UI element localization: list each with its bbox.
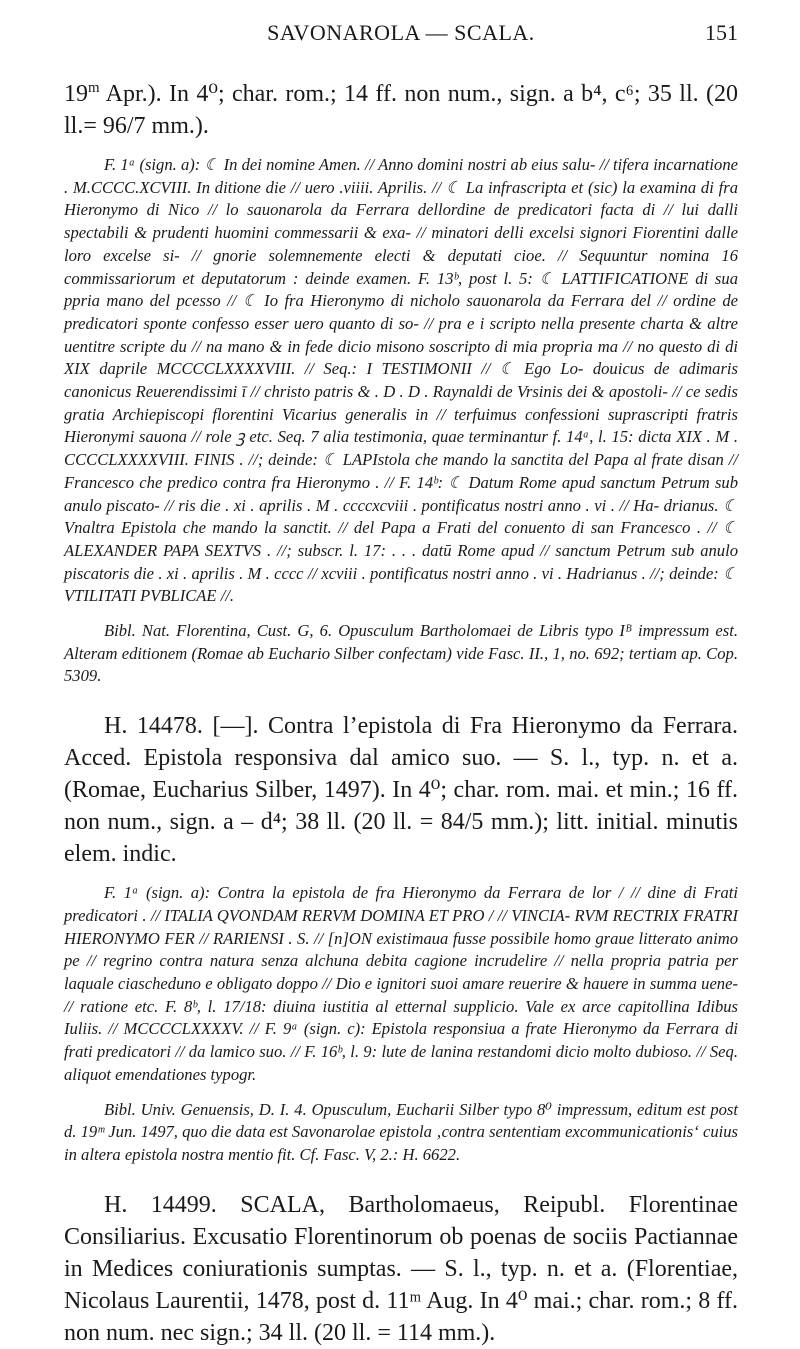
entry-continuation [64,78,738,142]
entry-continuation-date: 19 [64,81,88,107]
running-head [64,20,738,54]
collation-note-2: F. 1ᵃ (sign. a): Contra la epistola de fra Hieronymo da Ferrara de lor / // dine di Frati predicatori . // ITALIA QVONDAM RERVM DOMINA ET PRO / // VINCIA- RVM RECTRIX FRATRI HIERONYMO FER // RARIENSI . S. // [n]ON existimaua fusse possibile homo graue litterato animo pe // regrino contra natura senza alchuna debita cagione incrudelire // nella propria patria per laquale ciascheduno e obligato doppo // Dio e ignitori suoi amare reuerire & hauere in summa uene- // ratione etc. F. 8ᵇ, l. 17/18: diuina iustitia al etternal supplicio. Vale ex arce capitollina Idibus Iuliis. // MCCCCLXXXXV. // F. 9ᵃ (sign. c): Epistola responsiua a frate Hieronymo da Ferrara di frati predicatori // da lamico suo. // F. 16ᵇ, l. 9: lute de lanina restandomi dicio molto dubioso. // Seq. aliquot emendationes typogr. [64,883,738,1084]
page-number: 151 [705,20,738,45]
entry-h-14499: H. 14499. SCALA, Bartholomaeus, Reipubl. Florentinae Consiliarius. Excusatio Florentinorum ob poenas de sociis Pactiannae in Medices coniurationis sumptas. — S. l., typ. n. et a. (Florentiae, Nicolaus Laurentii, 1478, post d. 11ᵐ Aug. In 4⁰ mai.; char. rom.; 8 ff. non num. nec sign.; 34 ll. (20 ll. = 114 mm.). [64,1191,738,1346]
entry-continuation-text: Apr.). In 4⁰; char. rom.; 14 ff. non num., sign. a b⁴, c⁶; 35 ll. (20 ll.= 96/7 mm.). [64,81,738,139]
superscript-m: m [88,80,100,96]
running-title: SAVONAROLA — SCALA. [267,20,535,45]
entry-h-14478: H. 14478. [—]. Contra l’epistola di Fra Hieronymo da Ferrara. Acced. Epistola responsiva dal amico suo. — S. l., typ. n. et a. (Romae, Eucharius Silber, 1497). In 4⁰; char. rom. mai. et min.; 16 ff. non num., sign. a – d⁴; 38 ll. (20 ll. = 84/5 mm.); litt. initial. minutis elem. indic. [64,713,738,868]
bibliography-note-1: Bibl. Nat. Florentina, Cust. G, 6. Opusculum Bartholomaei de Libris typo Iᴮ impressum est. Alteram editionem (Romae ab Euchario Silber confectam) vide Fasc. II., 1, no. 692; tertiam ap. Cop. 5309. [64,621,738,686]
collation-note-1: F. 1ᵃ (sign. a): ☾ In dei nomine Amen. // Anno domini nostri ab eius salu- // tifera incarnatione . M.CCCC.XCVIII. In ditione die // uero .viiii. Aprilis. // ☾ La infrascripta et (sic) la examina di fra Hieronymo di Nico // lo sauonarola da Ferrara dellordine de predicatori facta di // lui dalli spectabili & prudenti huomini commessarii & exa- // minatori delli excelsi signori Fiorentini dalle loro excelse si- // gnorie solemnemente electi & deputati cioe. // Sequuntur nomina 16 commissariorum et deputatorum : deinde examen. F. 13ᵇ, post l. 5: ☾ LATTIFICATIONE di sua ppria mano del pcesso // ☾ Io fra Hieronymo di nicholo sauonarola da Ferrara del // ordine de predicatori sponte confesso esser uero quanto di so- // pra e i scripto nella presente charta & altre uentitre scripte du // na mano & in fede dicio misono soscripto di mia propria ma // no questo di di XIX daprile MCCCCLXXXXVIII. // Seq.: I TESTIMONII // ☾ Ego Lo- douicus de adimaris canonicus Reuerendissimi ī // christo patris & . D . D . Raynaldi de Vrsinis dei & apostoli- // ce sedis gratia Archiepiscopi florentini Vicarius generalis in // terfuimus confessioni suprascripti fratris Hieronymi sauona // role ꝫ etc. Seq. 7 alia testimonia, quae terminantur f. 14ᵃ, l. 15: dicta XIX . M . CCCCLXXXXVIII. FINIS . //; deinde: ☾ LAPIstola che mando la sanctita del Papa al frate disan // Francesco che predico contra fra Hieronymo . // F. 14ᵇ: ☾ Datum Rome apud sanctum Petrum sub anulo piscato- // ris die . xi . aprilis . M . ccccxcviii . pontificatus nostri anno . vi . // Ha- drianus. ☾ Vnaltra Epistola che mando la sanctit. // del Papa a Frati del conuento di san Francesco . // ☾ ALEXANDER PAPA SEXTVS . //; subscr. l. 17: . . . datū Rome apud // sanctum Petrum sub anulo piscatoris die . xi . aprilis . M . cccc // xcviii . pontificatus nostri anno . vi . Hadrianus . //; deinde: ☾ VTILITATI PVBLICAE //. [64,155,738,606]
bibliography-note-2: Bibl. Univ. Genuensis, D. I. 4. Opusculum, Eucharii Silber typo 8⁰ impressum, editum est post d. 19ᵐ Jun. 1497, quo die data est Savonarolae epistola ‚contra sententiam excommunicationis‘ cuius in altera epistola nostra mentio fit. Cf. Fasc. V, 2.: H. 6622. [64,1099,738,1164]
